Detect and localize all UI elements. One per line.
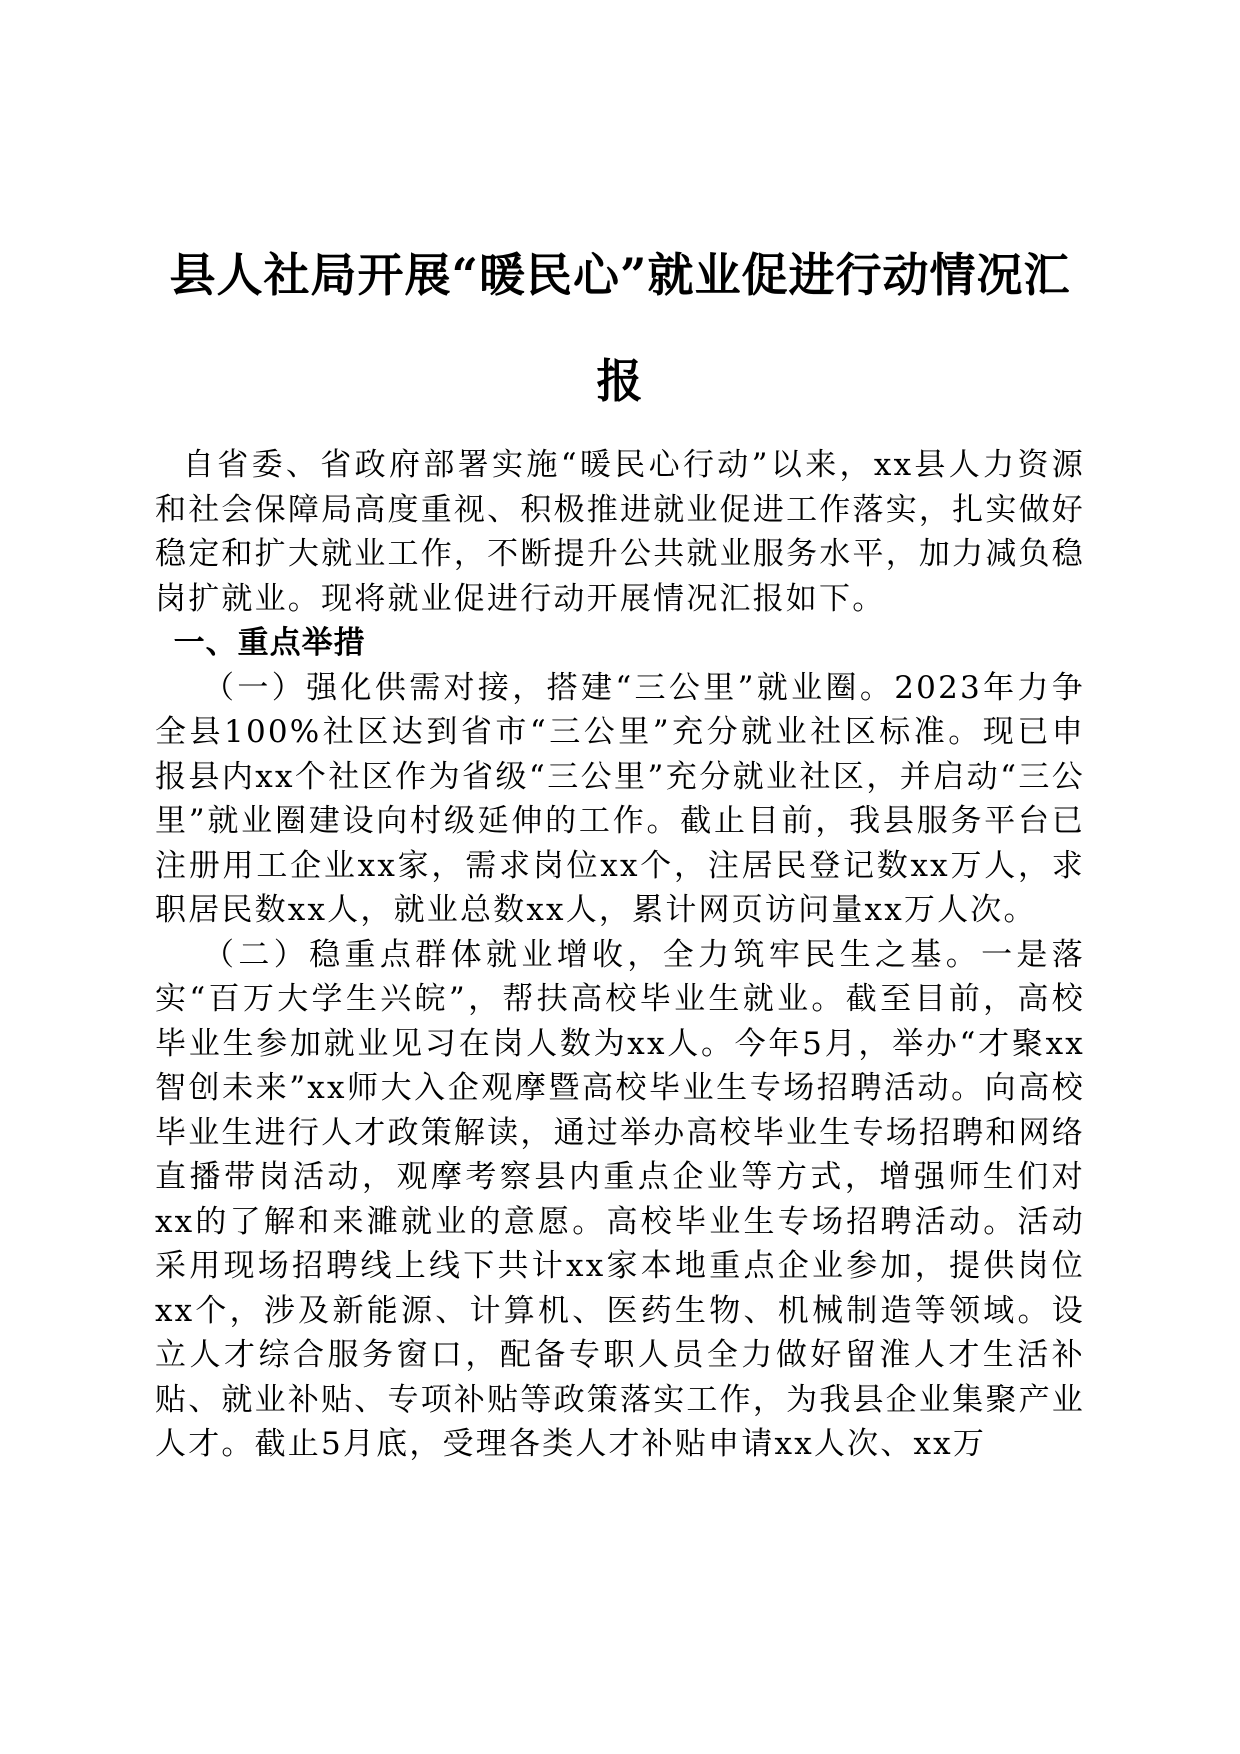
body-paragraph: （一）强化供需对接，搭建“三公里”就业圈。2023年力争全县100%社区达到省市“三公里”充分就业社区标准。现已申报县内xx个社区作为省级“三公里”充分就业社区，并启动“三公里”就业圈建设向村级延伸的工作。截止目前，我县服务平台已注册用工企业xx家，需求岗位xx个，注居民登记数xx万人，求职居民数xx人，就业总数xx人，累计网页访问量xx万人次。 [155,669,1085,928]
section-heading: 一、重点举措 [173,625,366,661]
document-title: 县人社局开展“暖民心”就业促进行动情况汇报 [169,248,1071,408]
document-body [155,443,1085,1467]
body-paragraph: （二）稳重点群体就业增收，全力筑牢民生之基。一是落实“百万大学生兴皖”，帮扶高校毕业生就业。截至目前，高校毕业生参加就业见习在岗人数为xx人。今年5月，举办“才聚xx智创未来”xx师大入企观摩暨高校毕业生专场招聘活动。向高校毕业生进行人才政策解读，通过举办高校毕业生专场招聘和网络直播带岗活动，观摩考察县内重点企业等方式，增强师生们对xx的了解和来濉就业的意愿。高校毕业生专场招聘活动。活动采用现场招聘线上线下共计xx家本地重点企业参加，提供岗位xx个，涉及新能源、计算机、医药生物、机械制造等领域。设立人才综合服务窗口，配备专职人员全力做好留淮人才生活补贴、就业补贴、专项补贴等政策落实工作，为我县企业集聚产业人才。截止5月底，受理各类人才补贴申请xx人次、xx万 [155,936,1085,1462]
intro-paragraph: 自省委、省政府部署实施“暖民心行动”以来，xx县人力资源和社会保障局高度重视、积极推进就业促进工作落实，扎实做好稳定和扩大就业工作，不断提升公共就业服务水平，加力减负稳岗扩就业。现将就业促进行动开展情况汇报如下。 [155,447,1085,617]
